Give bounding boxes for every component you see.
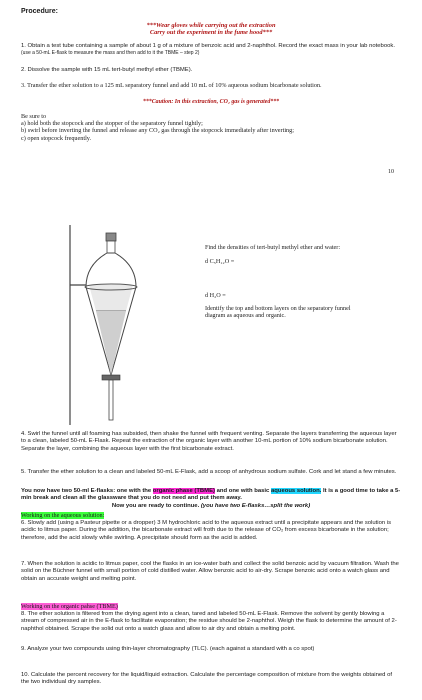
funnel-stem: [109, 380, 113, 420]
be-sure-b: b) swirl before inverting the funnel and release any CO₂ gas through the stopcock immediately after inverting;: [21, 127, 294, 135]
aqueous-heading-wrap: [21, 512, 401, 519]
flasks-text-2: and one with basic: [214, 488, 271, 494]
be-sure-a: a) hold both the stopcock and the stopper of the separatory funnel tightly;: [21, 120, 203, 128]
flasks-text-3: It is a good time to take a 5-min break and clean all the glassware that you do not need and put them away.: [21, 488, 401, 502]
step-1-note: (use a 50-mL E-flask to measure the mass and then add to it the TBME – step 2): [21, 50, 200, 57]
step-1: [21, 43, 401, 58]
continue-line: [21, 503, 401, 510]
organic-heading-wrap: [21, 603, 401, 610]
stopcock: [102, 375, 120, 380]
funnel-neck: [107, 241, 115, 253]
separatory-funnel-diagram: [66, 225, 156, 425]
step-3: 3. Transfer the ether solution to a 125 mL separatory funnel and add 10 mL of 10% aqueous sodium bicarbonate solution.: [21, 82, 322, 89]
density-water: d H₂O =: [205, 292, 226, 299]
warning-line-2: Carry out the experiment in the fume hood***: [149, 29, 273, 37]
caution-line: ***Caution: In this extraction, CO₂ gas is generated***: [142, 99, 280, 105]
procedure-title: Procedure:: [21, 8, 58, 15]
be-sure-c: c) open stopcock frequently.: [21, 134, 92, 142]
step-2: 2. Dissolve the sample with 15 mL tert-butyl methyl ether (TBME).: [21, 67, 193, 73]
top-layer: [89, 285, 133, 311]
step-1-text: 1. Obtain a test tube containing a sample of about 1 g of a mixture of benzoic acid and 2-naphthol. Record the exact mass in your lab notebook.: [21, 43, 395, 49]
two-flasks-note: [21, 488, 401, 510]
continue-text: Now you are ready to continue.: [111, 502, 201, 509]
aqueous-heading: Working on the aqueous solution:: [21, 512, 105, 519]
safety-warning: [21, 22, 401, 36]
density-ether: d C₅H₁₂O =: [205, 258, 235, 265]
density-prompt: Find the densities of tert-butyl methyl ether and water:: [205, 244, 341, 251]
page-number: 10: [388, 169, 394, 175]
step-9: 9. Analyze your two compounds using thin-layer chromatography (TLC). (each against a standard with a co spot): [21, 646, 315, 652]
organic-heading: Working on the organic pahse (TBME): [21, 603, 118, 610]
aqueous-solution-highlight: aqueous solution.: [270, 488, 322, 494]
organic-phase-highlight: organic phase (TBME): [152, 488, 215, 494]
split-work-note: (you have two E-flasks…split the work): [200, 502, 311, 509]
be-sure-list: [21, 113, 401, 142]
identify-layers: Identify the top and bottom layers on the separatory funnel diagram as aqueous and organic.: [205, 305, 351, 320]
flasks-text-1: You now have two 50-ml E-flasks: one with the: [21, 488, 153, 494]
step-10: 10. Calculate the percent recovery for the liquid/liquid extraction. Calculate the percentage composition of mixture from the weights obtained of the two individual dry samples.: [21, 672, 392, 686]
step-8: 8. The ether solution is filtered from the drying agent into a clean, tared and labeled 50-mL E-Flask. Remove the solvent by gently blowing a stream of compressed air in the E-flask to facilitate evaporation; the residue should be 2-naphthol. Weigh the flask to determine the amount of 2-naphthol obtained. Scrape the solid out onto a watch glass and allow to air dry and obtain a melting point.: [21, 611, 397, 632]
step-4: 4. Swirl the funnel until all foaming has subsided, then shake the funnel with frequent venting. Separate the layers transferring the aqueous layer to a clean, labeled 50-mL E-Flask. Repeat the extraction of the organic layer with another 10-mL portion of 10% sodium bicarbonate solution. Separate the layer, combining the aqueous layer with the first bicarbonate extract.: [21, 431, 397, 452]
be-sure-header: Be sure to: [21, 113, 47, 120]
step-5: 5. Transfer the ether solution to a clean and labeled 50-mL E-Flask, add a scoop of anhydrous sodium sulfate. Cork and let stand a few minutes.: [21, 469, 397, 475]
step-7: 7. When the solution is acidic to litmus paper, cool the flasks in an ice-water bath and collect the solid benzoic acid by vacuum filtration. Wash the solid on the Büchner funnel with small portion of cold distilled water. Allow benzoic acid to air-dry. Scrape benzoic acid onto a watch glass and obtain an accurate weight and melting point.: [21, 561, 399, 582]
stopper: [106, 233, 116, 241]
step-6: 6. Slowly add (using a Pasteur pipette or a dropper) 3 M hydrochloric acid to the aqueous extract until a precipitate appears and the solution is acidic to litmus paper. During the addition, the bicarbonate extract will froth due to the release of CO₂ from excess bicarbonate in the solution; therefore, add the acid slowly while swirling. A precipitate should form as the acid is added.: [21, 520, 392, 541]
warning-line-1: ***Wear gloves while carrying out the extraction: [146, 22, 276, 29]
bottom-layer: [96, 311, 126, 375]
